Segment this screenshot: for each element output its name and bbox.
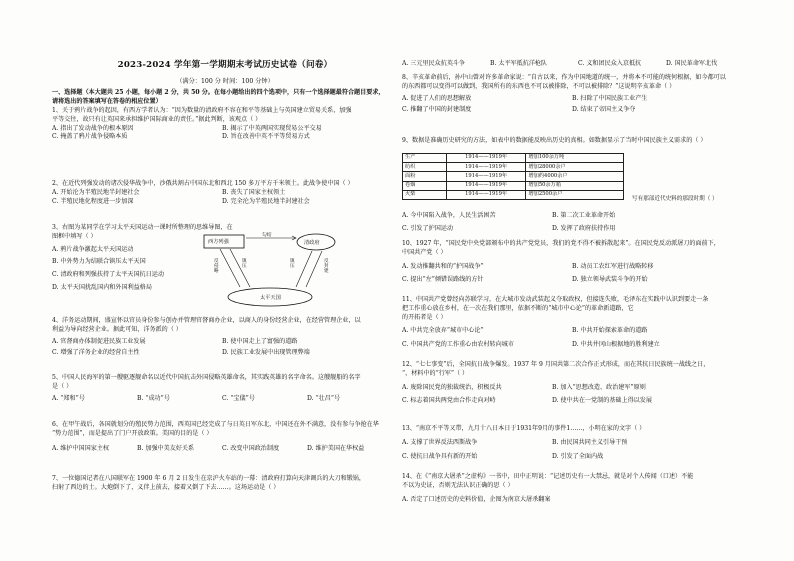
q3-option-c: C. 清政府和列强扶持了太平天国抗日运动 [52,271,164,279]
q5-option-c: C. “宝儀”号 [222,394,255,402]
question-5: 5、中国人民海军的第一艘驱逐舰命名以近代中国抗击外国侵略英雄命名，其实践英雄的名字命名。这艘舰船的名字 是（ ） A. “郑和”号 B. “成功”号 C. “宝儀”号 D. “壮昌”号 [52,374,361,402]
diagram-left-label-1: 反侵略 [214,259,219,275]
q5-option-b: B. “成功”号 [137,394,170,402]
q9-table-row [403,181,624,190]
q9-option-c: C. 引发了护国运动 [402,224,453,232]
q2-option-a: A. 开始沦为半殖民地半封建社会 [52,188,140,196]
q13-option-c: C. 使抗日战争具有新的开始 [402,452,478,460]
q9-table-cell: 卷烟 [403,181,447,190]
q9-option-a: A. 今中国陷入战争，人民生活困苦 [402,212,496,219]
q14-option-a: A. 否定了口述历史的史料价值，企图为南京大屠杀翻案 [402,495,551,503]
q9-table-cell: 纺织 [403,163,447,172]
diagram-arrow-right [296,251,312,287]
q4-option-b: B. 使中国走上了富强的道路 [222,337,298,345]
q9-option-d: D. 发挥了政府扶持作用 [552,224,616,232]
q4-option-a: A. 官督商办体制促进民族工业发展 [52,337,146,345]
q12-option-b: B. 加入“思想改造、政治建军”原则 [552,383,646,391]
q7-option-d: D. 国民革命军北伐 [666,60,718,67]
question-7-options [402,60,750,69]
question-12: 12、“七七事变”后，全国抗日战争爆发。1937 年 9 月国共第二次合作正式形成，而在其抗日民族统一战线之日， “，材料中的“行军”（ ） A. 废除国民党的独裁统治，积极反共 B. 加入“思想改造、政治建军”原则 C. 标志着国共两党由合作走向对峙 D. 使中共在一党制的基础上得以发展 [402,361,710,405]
q1-option-d: D. 旨在改善中英不平等贸易方式 [222,133,310,141]
q9-table-cell: 面粉 [403,172,447,181]
q7-option-c: C. 义和团民众入京抵抗 [578,60,642,67]
q9-table-cell: 1914——1919年 [446,172,526,181]
question-4: 4、洋务运动期间，盛宣怀以官员身份参与创办并管理官督商办企业，以商人的身份经营企业，在经营管理企业，以 利益为导向经营企业。据此可知，洋务派的（ ） A. 官督商办体制促进民族工业发展 B. 使中国走上了富强的道路 C. 增强了洋务企业的经营自主性 D. 民族工业发展中出现管理弊端 [52,317,361,357]
q1-option-c: C. 掩盖了鸦片战争侵略本质 [52,133,128,141]
q8-option-d: D. 结束了帝国主义争夺 [572,106,636,114]
q2-option-b: B. 丧失了国家主权领土 [222,188,286,196]
question-6: 6、在甲午战后，各国就划分的殖民势力范围，西英国已经完成了与日英日军东北，中国还在外不满意，没有参与争抢在华 “势力范围”，而是提出了门户开放政策。美国的目的是（ ） A. 维护中国国家主权 B. 加强中美友好关系 C. 改变中国政治制度 D. 维护美国在华权益 [52,421,379,452]
q9-option-b: B. 第二次工业革命开始 [552,212,616,219]
question-13: 13、“南京不平等又带，九月十八日本日于1931年9月的事件1……，小明在家的文字（ ） A. 支撑了世界反法西斯战争 B. 由民国共同主义引导干预 C. 使抗日战争具有新的开始 D. 引发了全面内战 [402,425,646,460]
diagram-left-label-2: 镇压 [242,259,247,270]
q10-option-c: C. 提出“左”倾错误路线的方针 [402,276,484,284]
q3-mind-map [200,229,340,309]
q9-table-cell: 增加2500余户 [526,190,624,199]
q12-option-c: C. 标志着国共两党由合作走向对峙 [402,397,496,405]
q10-option-b: B. 动员工农红军进行战略转移 [572,262,654,270]
question-7: 7、一位德国记者在八国联军在 1900 年 6 月 2 日发生在京沪火车站的一幕：清政府打算向天津调兵的大刀和锻锅， 扫射了西边的土。大炮倒下了，义伴上前去，接着又倒了下去……。这场运动是（ ） [52,475,365,491]
diagram-right-label-2: 反封建 [324,259,329,275]
q13-option-a: A. 支撑了世界反法西斯战争 [402,438,478,446]
diagram-arrow-right2 [306,251,322,287]
q9-table-cell: 生产 [403,154,447,163]
q9-table-row [403,190,624,199]
q4-option-d: D. 民族工业发展中出现管理弊端 [222,349,310,357]
q11-option-b: B. 中共开始探索革命的道路 [572,327,648,335]
question-9-options [402,212,750,234]
q8-option-b: B. 扫除了中国民族工业产生 [572,94,648,102]
q8-option-c: C. 推翻了中国的封建制度 [402,106,472,114]
question-3: 3、右图为某同学在学习太平天国运动一课时所整理的思维导图，在 图框中填写（ ） A. 鸦片战争激起太平天国运动 B. 中外势力为结联合镇压太平天国 C. 清政府和列强扶持了太平天国抗日运动 D. 太平天国扰乱国内和外国利益格局 [52,224,233,292]
q9-table-row [403,163,624,172]
question-10: 10、1927 年，“国民党中央党部颁布中的共产党党员，我们的党不得不被拆散起来”。在国民党反动派屠刀的面前下， 中国共产党（ ） A. 发动推翻共和的“护国战争” B. 动员工农红军进行战略转移 C. 提出“左”倾错误路线的方针 D. 独立领导武装斗争的开始 [402,240,720,284]
q9-table-row [403,154,624,163]
q9-table-cell: 1914——1919年 [446,163,526,172]
q6-option-c: C. 改变中国政治制度 [222,444,280,452]
q9-table-cell: 1914——1919年 [446,154,526,163]
question-1: 1、关于鸦片战争的起因，有西方学者认为：“因为数量的清政府不容在和平等基础上与英国建立贸易关系，加强 平等交往，故只有让英国来承担维护国际商业的责任。”据此判断，该观点（ ） A. 指出了发动战争的根本原因 B. 揭示了中英两国实现贸易公平交易 C. 掩盖了鸦片战争侵略本质 D. 旨在改善中英不平等贸易方式 [52,107,352,141]
q9-side-note: 写有那部近代史料的那段时期（ ） [632,196,718,202]
q9-table-cell: 1914——1919年 [446,181,526,190]
q3-option-a: A. 鸦片战争激起太平天国运动 [52,245,134,253]
q10-option-a: A. 发动推翻共和的“护国战争” [402,262,484,270]
q1-option-b: B. 揭示了中英两国实现贸易公平交易 [222,124,322,132]
q9-table-cell: 1914——1919年 [446,190,526,199]
q2-option-c: C. 半殖民地化程度进一步加深 [52,197,134,205]
q6-option-b: B. 加强中美友好关系 [137,444,195,452]
q9-table-row [403,172,624,181]
q7-option-b: B. 太平军抵抗洋枪队 [490,60,548,67]
q3-option-b: B. 中外势力为结联合镇压太平天国 [52,258,146,266]
page-subtitle: （满分：100 分 时间：100 分钟） [176,78,274,85]
q11-option-c: C. 中国共产党的工作重心由农村转向城市 [402,341,514,349]
q9-table-cell: 火柴 [403,190,447,199]
q9-data-table [402,153,624,200]
q12-option-a: A. 废除国民党的独裁统治，积极反共 [402,383,502,391]
diagram-arrow-left [220,249,240,287]
question-14: 14、在《“南京大屠杀”之虚构》一书中，田中正明说：“记述历史有一大禁忌，就是对个人传闻（口述）不能 不以为史证，否则无法认识正确的思（ ） A. 否定了口述历史的史料价值，企图为南京大屠杀翻案 [402,473,750,504]
q9-table-cell: 增加100余万吨 [526,154,624,163]
q11-option-a: A. 中共完全放弃“城市中心论” [402,327,484,335]
diagram-right-box-label: 清政府 [304,240,320,246]
q10-option-d: D. 独立领导武装斗争的开始 [572,276,648,284]
section-heading: 一、选择题（本大题共 25 小题，每小题 2 分，共 50 分。在每小题给出的四个选项中，只有一个选择题最符合题目要求， 请将选出的答案填写在答卷的相应位置） [52,89,385,105]
q5-option-a: A. “郑和”号 [52,394,85,402]
q9-table-cell: 增加约4000余户 [526,172,624,181]
q3-option-d: D. 太平天国扰乱国内和外国利益格局 [52,284,152,292]
q7-option-a: A. 三元里民众抗英斗争 [402,60,466,67]
question-9: 9、数据是准确历史研究的方法，如表中的数据能反映出历史的真相。如数据显示了当时中国民族主义需求的（ ） [402,137,707,144]
question-8: 8、辛亥革命前后，孙中山曾对许多革命家说：“自古以来，作为中国地道的统一，并将本不可能的统何根据，如今都可以 的东西都可以变得可以做到，我国所有的东西也不可以被排除，不可以被排除？”这说明辛亥革命（ ） A. 促进了人们的思想解放 B. 扫除了中国民族工业产生 C. 推翻了中国的封建制度 D. 结束了帝国主义争夺 [402,74,726,114]
q6-option-a: A. 维护中国国家主权 [52,444,110,452]
q4-option-c: C. 增强了洋务企业的经营自主性 [52,349,140,357]
diagram-left-box-label: 西方列强 [208,239,229,245]
q6-option-d: D. 维护美国在华权益 [307,444,365,452]
q8-option-a: A. 促进了人们的思想解放 [402,94,472,102]
q2-option-d: D. 完全沦为半殖民地半封建社会 [222,197,310,205]
diagram-right-label-1: 镇压 [290,259,295,270]
q13-option-d: D. 引发了全面内战 [552,452,604,460]
q9-table-cell: 增加28000余户 [526,163,624,172]
page-title: 2023-2024 学年第一学期期末考试历史试卷（问卷） [117,60,333,70]
q1-option-a: A. 指出了发动战争的根本原因 [52,124,134,132]
q5-option-d: D. “壮昌”号 [307,394,341,402]
q9-table-cell: 增加50余万箱 [526,181,624,190]
question-11: 11、中国共产党曾经向苏联学习，在大城市发动武装起义夺取政权，但接连失败，毛泽东在实践中认识到要走一条 把工作重心放在乡村，在一次在我们那里，依据不断的“城市中心论”的革命新道路，它 的开拓者是（ ） A. 中共完全放弃“城市中心论” B. 中共开始探索革命的道路 C. 中国共产党的工作重心由农村转向城市 D. 中共井冈山根据地的胜利建立 [402,296,709,349]
right-column [402,0,750,561]
diagram-bottom-box-label: 太平天国 [260,295,281,301]
diagram-top-arrow-label: 勾结 [262,233,272,238]
q13-option-b: B. 由民国共同主义引导干预 [552,438,628,446]
q11-option-d: D. 中共井冈山根据地的胜利建立 [572,341,660,349]
question-2: 2、在近代列强发动的诸次侵华战争中，沙俄共割占中国东北和西北 150 多万平方千米领土。此战争使中国（ ） A. 开始沦为半殖民地半封建社会 B. 丧失了国家主权领土 C. 半殖民地化程度进一步加深 D. 完全沦为半殖民地半封建社会 [52,180,354,205]
q12-option-d: D. 使中共在一党制的基础上得以发展 [552,397,652,405]
